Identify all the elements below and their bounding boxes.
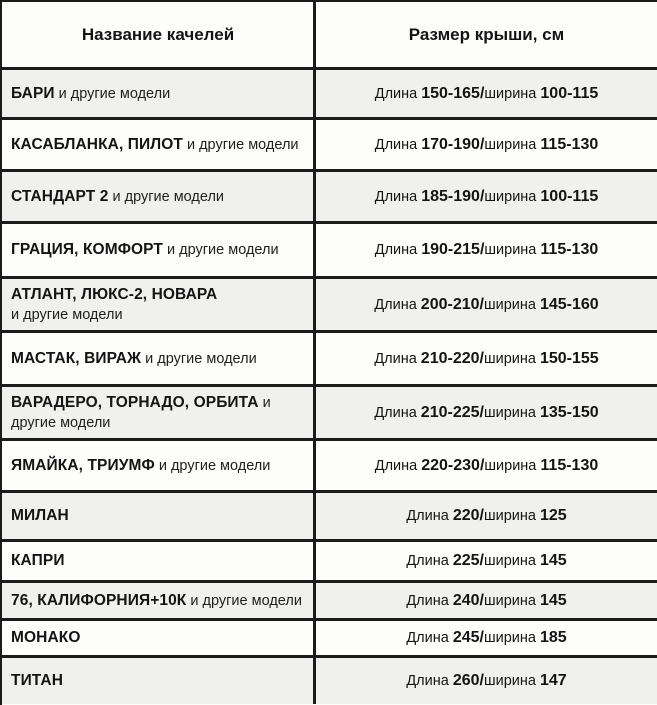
roof-size-cell [313,493,657,539]
roof-size-text [374,296,598,314]
table-row [2,621,657,658]
swing-models: МАСТАК, ВИРАЖ [11,349,142,367]
swing-name-cell [2,120,313,169]
swing-name-text [11,187,224,207]
table-row [2,224,657,279]
roof-size-text [375,136,599,154]
width-value: 185 [539,629,567,646]
swing-name-suffix: и другие модели [186,592,302,609]
width-label: ширина [484,242,537,258]
swing-name-text [11,671,63,691]
size-slash: / [479,672,484,689]
width-label: ширина [483,592,536,609]
swing-name-cell [2,658,313,704]
table-row [2,333,657,387]
width-label: ширина [483,404,536,421]
roof-size-text [406,552,566,570]
width-label: ширина [484,457,537,474]
header-swing-name-label: Название качелей [81,24,235,44]
roof-size-cell [313,279,657,330]
length-label: Длина [374,404,417,421]
swing-name-cell [2,441,313,490]
length-value: 150-165 [421,84,480,102]
width-value: 115-130 [540,135,599,153]
swing-models: КАПРИ [11,552,65,569]
roof-size-text [374,350,598,368]
size-slash: / [479,84,485,102]
size-slash: / [479,349,484,367]
length-label: Длина [406,592,449,609]
swing-name-text [11,628,80,648]
length-label: Длина [406,508,449,524]
swing-name-suffix: и другие модели [11,394,271,431]
table-body [2,70,657,704]
swing-models: ВАРАДЕРО, ТОРНАДО, ОРБИТА [11,393,259,411]
roof-size-cell [313,621,657,655]
swing-name-cell [2,387,313,438]
length-value: 240 [452,591,480,609]
length-value: 260 [452,672,480,689]
header-roof-size [313,2,657,67]
width-label: ширина [483,673,536,689]
swing-name-cell [2,621,313,655]
swing-name-text [11,240,279,260]
length-value: 190-215 [421,241,480,258]
swing-name-cell [2,333,313,384]
swing-name-text [11,135,299,155]
swing-name-suffix: и другие модели [163,242,279,258]
roof-size-cell [313,387,657,438]
table-header-row [2,2,657,70]
width-value: 147 [539,672,567,689]
swing-name-suffix: и другие модели [108,188,225,205]
table-row [2,658,657,704]
header-swing-name [2,2,313,67]
length-value: 220 [452,507,480,524]
roof-size-cell [313,333,657,384]
length-label: Длина [406,553,449,569]
roof-size-cell [313,224,657,276]
length-value: 200-210 [420,295,480,313]
swing-name-cell [2,542,313,580]
width-value: 100-115 [540,84,599,102]
swing-name-suffix: и другие модели [141,350,257,367]
swing-models: МОНАКО [11,629,81,646]
swing-models: ГРАЦИЯ, КОМФОРТ [11,241,163,258]
length-label: Длина [374,457,418,474]
table-row [2,172,657,224]
swing-models: СТАНДАРТ 2 [11,187,109,205]
length-label: Длина [374,350,417,367]
roof-size-cell [313,120,657,169]
swing-name-text [11,285,217,325]
table-row [2,583,657,621]
roof-size-cell [313,583,657,618]
width-label: ширина [483,508,536,524]
table-row [2,493,657,542]
swing-name-cell [2,70,313,117]
length-label: Длина [374,296,417,313]
width-value: 145 [539,552,567,569]
length-value: 245 [452,629,480,646]
length-label: Длина [374,85,418,102]
length-value: 170-190 [421,135,480,153]
table-row [2,387,657,441]
size-slash: / [479,241,485,258]
swing-models: ЯМАЙКА, ТРИУМФ [11,456,155,474]
size-slash: / [479,295,484,313]
width-label: ширина [483,630,536,646]
table-row [2,120,657,172]
table-row [2,441,657,493]
width-label: ширина [484,188,537,205]
size-slash: / [479,456,485,474]
roof-size-text [406,629,566,647]
swing-name-cell [2,493,313,539]
swing-name-suffix: и другие модели [182,136,299,153]
length-value: 210-225 [420,403,480,421]
length-value: 185-190 [421,187,480,205]
swing-name-text [11,591,302,611]
width-label: ширина [484,85,537,102]
swing-name-cell [2,224,313,276]
roof-size-text [375,85,599,103]
width-value: 125 [539,507,567,524]
swing-models: БАРИ [11,84,55,102]
swing-models: АТЛАНТ, ЛЮКС-2, НОВАРА [11,285,218,303]
swing-name-text [11,349,257,369]
roof-size-cell [313,542,657,580]
swing-name-text [11,551,65,571]
roof-size-text [375,457,599,475]
roof-size-text [406,672,566,690]
length-label: Длина [374,242,418,258]
roof-size-text [375,241,599,259]
swing-name-cell [2,279,313,330]
width-label: ширина [483,350,536,367]
width-label: ширина [483,296,536,313]
width-value: 145 [539,591,567,609]
length-value: 225 [452,552,480,569]
swing-name-suffix: и другие модели [154,457,271,474]
roof-size-cell [313,441,657,490]
size-slash: / [479,187,485,205]
roof-size-text [406,507,566,525]
length-label: Длина [374,136,418,153]
size-slash: / [479,507,484,524]
size-slash: / [479,629,484,646]
roof-size-cell [313,70,657,117]
swing-name-text [11,84,170,104]
size-slash: / [479,403,484,421]
roof-size-cell [313,658,657,704]
swing-name-text [11,393,305,433]
width-value: 135-150 [539,403,599,421]
table-row [2,542,657,583]
roof-size-text [374,404,598,422]
size-slash: / [479,552,484,569]
table-row [2,70,657,120]
width-label: ширина [483,553,536,569]
width-value: 115-130 [540,241,599,258]
swing-name-text [11,456,270,476]
header-roof-size-label: Размер крыши, см [408,24,565,44]
swing-name-suffix: и другие модели [11,306,123,323]
swing-name-suffix: и другие модели [54,85,171,102]
length-value: 220-230 [421,456,480,474]
swing-name-text [11,506,69,526]
length-value: 210-220 [420,349,480,367]
swing-name-cell [2,583,313,618]
length-label: Длина [406,630,449,646]
width-label: ширина [484,136,537,153]
width-value: 150-155 [539,349,599,367]
width-value: 100-115 [540,187,599,205]
size-slash: / [479,591,484,609]
length-label: Длина [406,673,449,689]
swing-models: 76, КАЛИФОРНИЯ+10К [11,591,187,609]
roof-size-text [375,188,599,206]
length-label: Длина [374,188,418,205]
swing-models: МИЛАН [11,507,69,524]
swing-models: ТИТАН [11,672,63,689]
table-row [2,279,657,333]
swing-models: КАСАБЛАНКА, ПИЛОТ [11,135,183,153]
roof-size-cell [313,172,657,221]
roof-size-text [406,592,566,610]
width-value: 145-160 [539,295,599,313]
width-value: 115-130 [540,456,599,474]
size-slash: / [479,135,485,153]
swing-name-cell [2,172,313,221]
